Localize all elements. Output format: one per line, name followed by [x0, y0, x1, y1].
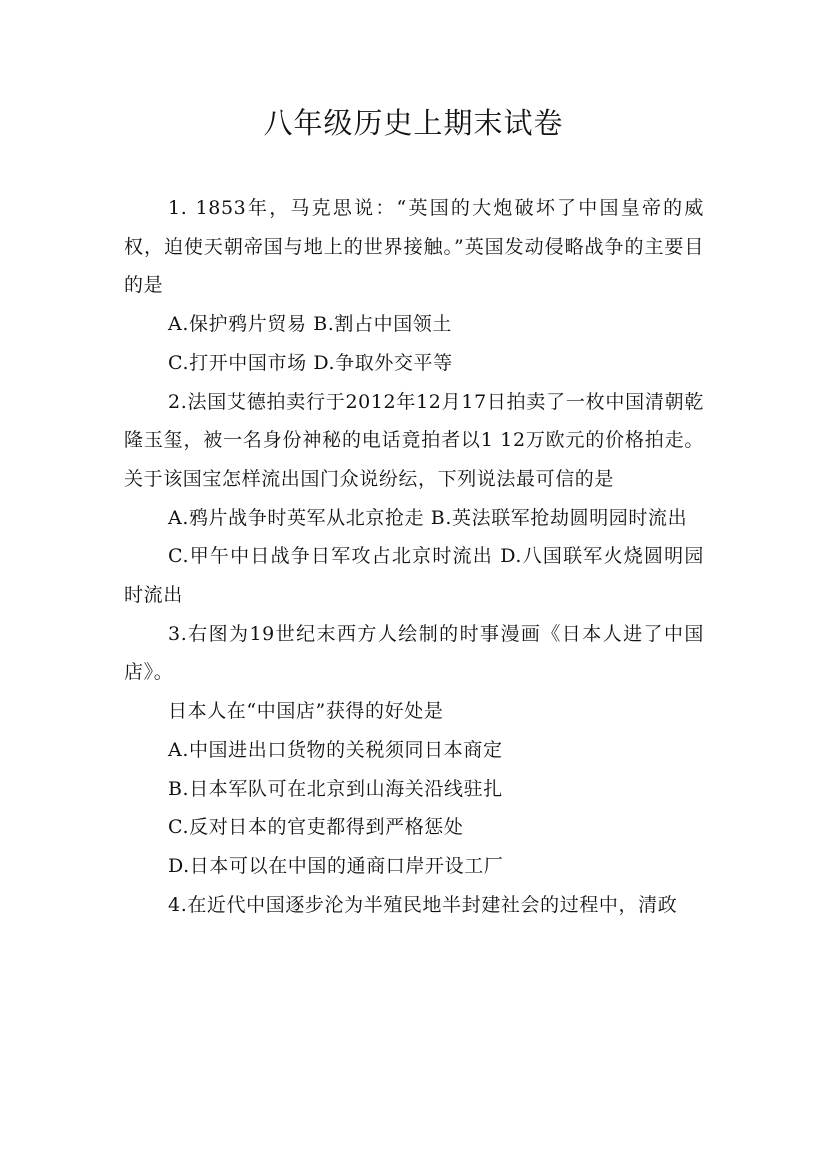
question-1-options-row-2: C.打开中国市场 D.争取外交平等: [168, 351, 453, 374]
question-1-stem: 1. 1853年，马克思说：“英国的大炮破坏了中国皇帝的威权，迫使天朝帝国与地上的世界接触。”英国发动侵略战争的主要目的是: [124, 197, 704, 297]
question-3-sub-prompt: 日本人在“中国店”获得的好处是: [168, 700, 444, 723]
question-2-options-row-1: A.鸦片战争时英军从北京抢走 B.英法联军抢劫圆明园时流出: [168, 506, 688, 529]
question-3-option-d: D.日本可以在中国的通商口岸开设工厂: [168, 854, 504, 877]
page-title: 八年级历史上期末试卷: [263, 106, 564, 140]
question-4-stem: 4.在近代中国逐步沦为半殖民地半封建社会的过程中，清政: [168, 893, 678, 916]
question-3-stem: 3.右图为19世纪末西方人绘制的时事漫画《日本人进了中国店》。: [124, 622, 704, 684]
question-3-option-c: C.反对日本的官吏都得到严格惩处: [168, 816, 464, 839]
question-2-stem: 2.法国艾德拍卖行于2012年12月17日拍卖了一枚中国清朝乾隆玉玺，被一名身份神秘的电话竟拍者以1 12万欧元的价格拍走。关于该国宝怎样流出国门众说纷纭，下列说法最可信的是: [124, 390, 704, 490]
question-1-options-row-1: A.保护鸦片贸易 B.割占中国领土: [168, 313, 453, 336]
exam-body: [124, 189, 704, 924]
question-3-option-b: B.日本军队可在北京到山海关沿线驻扎: [168, 777, 503, 800]
question-2-options-row-2: C.甲午中日战争日军攻占北京时流出 D.八国联军火烧圆明园时流出: [124, 545, 704, 607]
question-3-option-a: A.中国进出口货物的关税须同日本商定: [168, 738, 503, 761]
